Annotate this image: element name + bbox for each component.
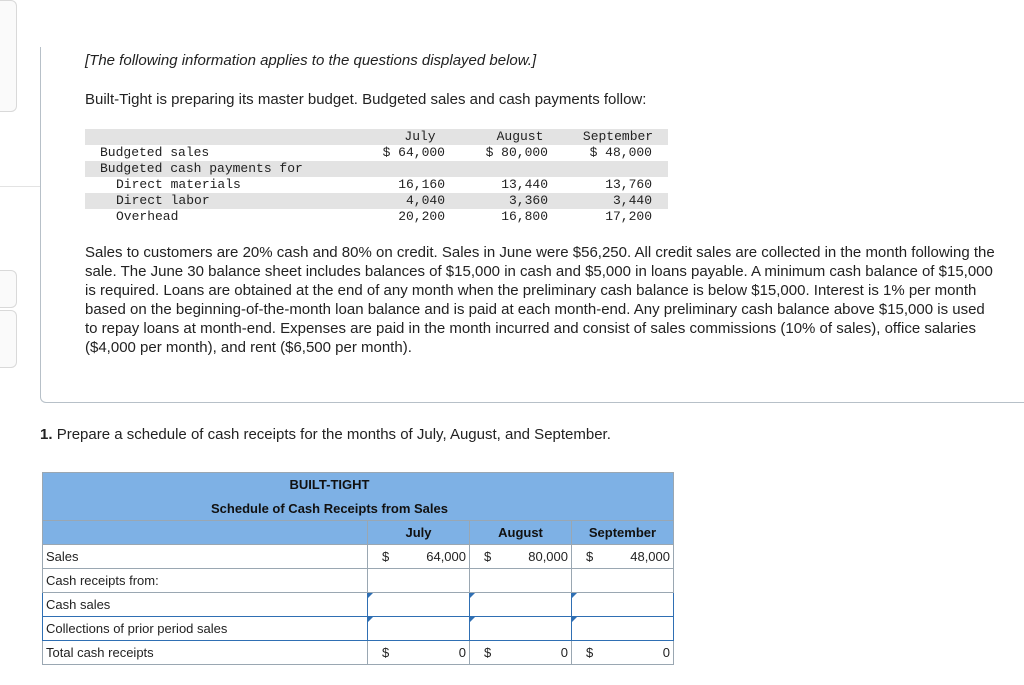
schedule-sales-label: Sales bbox=[43, 545, 368, 569]
budget-payments-row bbox=[85, 161, 668, 177]
budget-row-label: Direct labor bbox=[116, 193, 210, 208]
left-panel-tab bbox=[0, 270, 17, 308]
schedule-total-august: 0 bbox=[498, 641, 572, 665]
budget-sales-september: $ 48,000 bbox=[589, 145, 652, 160]
cash-sales-september-input[interactable] bbox=[572, 593, 674, 617]
budget-header-july: July bbox=[404, 129, 436, 144]
budget-row-september: 3,440 bbox=[612, 193, 652, 208]
cash-sales-july-input[interactable] bbox=[368, 593, 470, 617]
budget-row-label: Direct materials bbox=[116, 177, 241, 192]
schedule-header-september: September bbox=[572, 521, 674, 545]
budget-sales-july: $ 64,000 bbox=[382, 145, 445, 160]
budget-row-july: 4,040 bbox=[405, 193, 445, 208]
empty-cell bbox=[470, 569, 572, 593]
schedule-company: BUILT-TIGHT bbox=[43, 473, 674, 497]
schedule-collections-label: Collections of prior period sales bbox=[43, 617, 368, 641]
empty-cell bbox=[572, 569, 674, 593]
question-text: Prepare a schedule of cash receipts for the months of July, August, and September. bbox=[56, 426, 611, 443]
divider bbox=[0, 186, 40, 187]
schedule-total-row bbox=[43, 641, 674, 665]
budget-header-august: August bbox=[496, 129, 544, 144]
budget-header-september: September bbox=[582, 129, 654, 144]
budget-row-july: 20,200 bbox=[398, 209, 445, 224]
schedule-header-blank bbox=[43, 521, 368, 545]
budget-row-august: 16,800 bbox=[501, 209, 548, 224]
question-1 bbox=[40, 426, 611, 443]
intro-note: [The following information applies to the questions displayed below.] bbox=[85, 52, 537, 69]
dollar-sign: $ bbox=[368, 641, 396, 665]
cash-sales-august-input[interactable] bbox=[470, 593, 572, 617]
budget-row-september: 13,760 bbox=[605, 177, 652, 192]
left-panel-tab bbox=[0, 0, 17, 112]
schedule-sales-september: 48,000 bbox=[600, 545, 674, 569]
schedule-cash-sales-row bbox=[43, 593, 674, 617]
collections-july-input[interactable] bbox=[368, 617, 470, 641]
budget-row-august: 3,360 bbox=[508, 193, 548, 208]
schedule-header-august: August bbox=[470, 521, 572, 545]
empty-cell bbox=[368, 569, 470, 593]
question-number: 1. bbox=[40, 426, 53, 443]
intro-text: Built-Tight is preparing its master budget. Budgeted sales and cash payments follow: bbox=[85, 91, 647, 108]
left-panel-tab bbox=[0, 310, 17, 368]
schedule-collections-row bbox=[43, 617, 674, 641]
budget-row-september: 17,200 bbox=[605, 209, 652, 224]
schedule-total-july: 0 bbox=[396, 641, 470, 665]
budget-table bbox=[85, 129, 668, 225]
dollar-sign: $ bbox=[368, 545, 396, 569]
budget-row bbox=[85, 193, 668, 209]
collections-august-input[interactable] bbox=[470, 617, 572, 641]
schedule-cash-sales-label: Cash sales bbox=[43, 593, 368, 617]
budget-sales-row bbox=[85, 145, 668, 161]
budget-row-july: 16,160 bbox=[398, 177, 445, 192]
schedule-receipts-from-row bbox=[43, 569, 674, 593]
schedule-header-july: July bbox=[368, 521, 470, 545]
schedule-title-row bbox=[43, 497, 674, 521]
dollar-sign: $ bbox=[470, 545, 498, 569]
schedule-company-row bbox=[43, 473, 674, 497]
cash-receipts-schedule bbox=[42, 472, 674, 665]
schedule-sales-august: 80,000 bbox=[498, 545, 572, 569]
schedule-total-september: 0 bbox=[600, 641, 674, 665]
schedule-header-row bbox=[43, 521, 674, 545]
schedule-title: Schedule of Cash Receipts from Sales bbox=[43, 497, 674, 521]
schedule-sales-july: 64,000 bbox=[396, 545, 470, 569]
schedule-total-label: Total cash receipts bbox=[43, 641, 368, 665]
schedule-sales-row bbox=[43, 545, 674, 569]
budget-row-label: Overhead bbox=[116, 209, 179, 224]
problem-paragraph: Sales to customers are 20% cash and 80% on credit. Sales in June were $56,250. All credit sales are collected in the month following the sale. The June 30 balance sheet includes balances of $15,000 in cash and $5,000 in loans payable. A minimum cash balance of $15,000 is required. Loans are obtained at the end of any month when the preliminary cash balance is below $15,000. Interest is 1% per month based on the beginning-of-the-month loan balance and is paid at each month-end. Any preliminary cash balance above $15,000 is used to repay loans at month-end. Expenses are paid in the month incurred and consist of sales commissions (10% of sales), office salaries ($4,000 per month), and rent ($6,500 per month). bbox=[85, 244, 995, 356]
budget-sales-august: $ 80,000 bbox=[485, 145, 548, 160]
collections-september-input[interactable] bbox=[572, 617, 674, 641]
budget-row bbox=[85, 209, 668, 225]
budget-row-august: 13,440 bbox=[501, 177, 548, 192]
dollar-sign: $ bbox=[572, 641, 600, 665]
budget-payments-label: Budgeted cash payments for bbox=[100, 161, 303, 176]
budget-row bbox=[85, 177, 668, 193]
budget-header-row bbox=[85, 129, 668, 145]
dollar-sign: $ bbox=[572, 545, 600, 569]
budget-sales-label: Budgeted sales bbox=[100, 145, 210, 160]
schedule-receipts-from-label: Cash receipts from: bbox=[43, 569, 368, 593]
dollar-sign: $ bbox=[470, 641, 498, 665]
